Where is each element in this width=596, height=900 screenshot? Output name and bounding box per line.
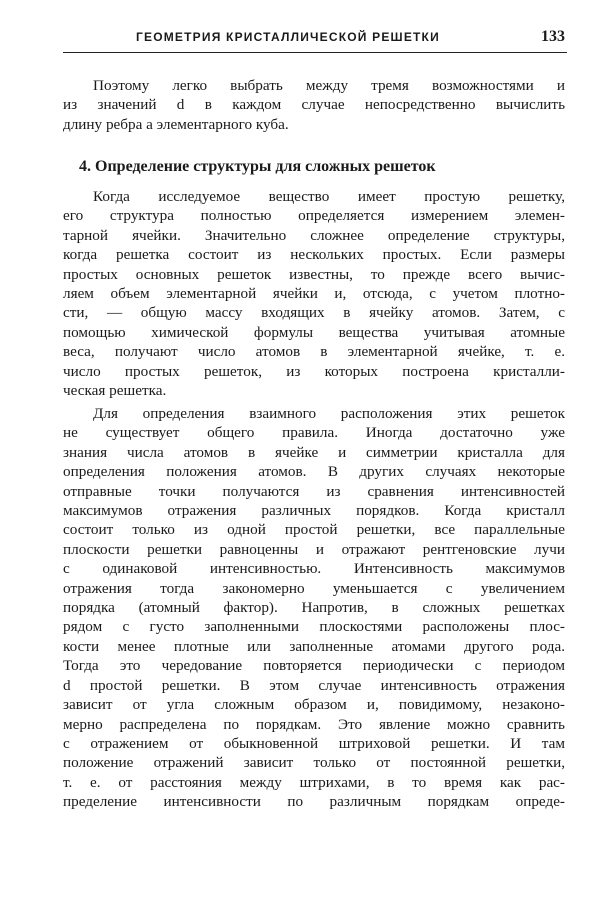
text-line: Когда исследуемое вещество имеет простую решетку, [93,188,565,205]
text-line: простых основных решеток известны, то прежде всего вычис- [63,265,565,283]
text-line: Тогда это чередование повторяется периодически с периодом [63,657,565,675]
running-title: ГЕОМЕТРИЯ КРИСТАЛЛИЧЕСКОЙ РЕШЕТКИ [136,30,440,44]
text-line: не существует общего правила. Иногда достаточно уже [63,424,565,442]
text-line: зависит от угла сложным образом и, повидимому, незаконо- [63,696,565,714]
text-line: сти, — общую массу входящих в ячейку атомов. Затем, с [63,304,565,322]
text-line: мерно распределена по порядкам. Это явление можно сравнить [63,715,565,733]
text-line: веса, получают число атомов в элементарной ячейке, т. е. [63,343,565,361]
text-line: его структура полностью определяется измерением элемен- [63,207,565,225]
section-title: Определение структуры для сложных решеток [95,158,436,175]
text-line: ляем объем элементарной ячейки и, отсюда, с учетом плотно- [63,285,565,303]
text-line: когда решетка состоит из нескольких простых. Если размеры [63,246,565,264]
text-line: из значений d в каждом случае непосредственно вычислить [63,96,565,114]
text-line: d простой решетки. В этом случае интенсивность отражения [63,676,565,694]
text-line: положение отражений зависит только от постоянной решетки, [63,754,565,772]
text-line: т. е. от расстояния между штрихами, в то время как рас- [63,773,565,791]
text-line: с одинаковой интенсивностью. Интенсивность максимумов [63,560,565,578]
text-line: определения положения атомов. В других случаях некоторые [63,463,565,481]
text-line: плоскости решетки равноценны и отражают рентгеновские лучи [63,540,565,558]
text-line: отправные точки получаются из сравнения интенсивностей [63,482,565,500]
section-heading [63,157,563,177]
text-line: рядом с густо заполненными плоскостями расположены плос- [63,618,565,636]
text-line: порядка (атомный фактор). Напротив, в сложных решетках [63,599,565,617]
section-number: 4. [79,158,91,175]
paragraph-intro [63,76,565,134]
text-line: кости менее плотные или заполненные атомами другого рода. [63,637,565,655]
text-line: с отражением от обыкновенной штриховой решетки. И там [63,734,565,752]
paragraph-body-2 [63,404,565,812]
text-line: отражения тогда закономерно уменьшается с увеличением [63,579,565,597]
text-line: ческая решетка. [63,382,167,400]
text-line: знания числа атомов в ячейке и симметрии кристалла для [63,443,565,461]
text-line: состоит только из одной простой решетки, все параллельные [63,521,565,539]
text-line: длину ребра a элементарного куба. [63,115,289,133]
paragraph-body-1 [63,187,565,400]
text-line: Для определения взаимного расположения этих решеток [93,405,565,422]
text-line: число простых решеток, из которых построена кристалли- [63,362,565,380]
text-line: помощью химической формулы вещества учитывая атомные [63,323,565,341]
text-line: тарной ячейки. Значительно сложнее определение структуры, [63,226,565,244]
text-line: Поэтому легко выбрать между тремя возможностями и [93,77,565,94]
text-line: пределение интенсивности по различным порядкам опреде- [63,793,565,811]
running-header [63,28,567,53]
text-line: максимумов отражения различных порядков. Когда кристалл [63,502,565,520]
page-number: 133 [541,28,565,45]
